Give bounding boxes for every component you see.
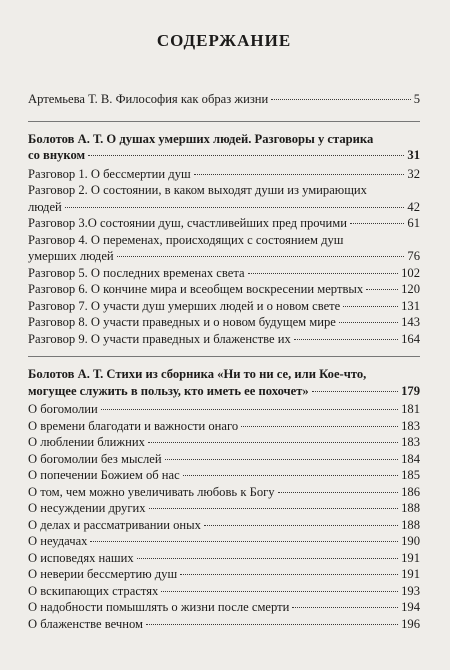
toc-entry — [28, 298, 420, 315]
section-2-list — [28, 401, 420, 632]
entry-title: О богомолии без мыслей — [28, 451, 162, 466]
dot-leader — [180, 574, 398, 575]
entry-page: 194 — [401, 600, 420, 614]
entry-page: 186 — [401, 484, 420, 499]
toc-entry — [28, 533, 420, 550]
section-header-page: 179 — [401, 383, 420, 398]
dot-leader — [248, 273, 399, 274]
entry-title: Разговор 1. О бессмертии душ — [28, 166, 191, 181]
section-header: Болотов А. Т. Стихи из сборника «Ни то ни се, или Кое-что, — [28, 367, 367, 381]
entry-title: О исповедях наших — [28, 550, 134, 565]
entry-title: Разговор 6. О кончине мира и всеобщем воскресении мертвых — [28, 282, 364, 296]
toc-entry-intro — [28, 91, 420, 108]
toc-entry — [28, 550, 420, 567]
entry-page: 181 — [401, 402, 420, 416]
section-header-cont: со внуком — [28, 148, 86, 162]
entry-title: Разговор 9. О участи праведных и блаженстве их — [28, 331, 291, 346]
entry-title: О попечении Божием об нас — [28, 468, 180, 482]
entry-page: 102 — [401, 265, 420, 280]
dot-leader — [241, 426, 398, 427]
entry-title: О несуждении других — [28, 501, 146, 515]
dot-leader — [343, 306, 398, 307]
dot-leader — [292, 607, 398, 608]
toc-entry — [28, 451, 420, 468]
entry-page: 184 — [401, 451, 420, 466]
toc-entry — [28, 484, 420, 501]
entry-page: 164 — [401, 331, 420, 346]
dot-leader — [146, 624, 398, 625]
dot-leader — [366, 289, 398, 290]
entry-title: О люблении ближних — [28, 435, 145, 449]
toc-entry — [28, 434, 420, 451]
dot-leader — [117, 256, 405, 257]
entry-title: О вскипающих страстях — [28, 583, 159, 598]
entry-title: людей — [28, 199, 62, 214]
dot-leader — [101, 409, 398, 410]
toc-entry — [28, 314, 420, 331]
dot-leader — [194, 174, 405, 175]
entry-page: 183 — [401, 418, 420, 433]
entry-page: 61 — [407, 216, 420, 230]
entry-title: Разговор 7. О участи душ умерших людей и о новом свете — [28, 298, 341, 313]
entry-title: О неудачах — [28, 534, 88, 548]
entry-title: О времени благодати и важности онаго — [28, 418, 239, 433]
dot-leader — [90, 541, 398, 542]
toc-entry — [28, 215, 420, 232]
entry-title: О блаженстве вечном — [28, 616, 144, 631]
entry-title: О том, чем можно увеличивать любовь к Богу — [28, 484, 275, 499]
toc-entry — [28, 232, 420, 265]
entry-page: 190 — [401, 534, 420, 548]
entry-page: 188 — [401, 517, 420, 532]
dot-leader — [183, 475, 398, 476]
entry-title: Разговор 3.О состоянии душ, счастливейших пред прочими — [28, 216, 348, 230]
section-1-list — [28, 166, 420, 348]
toc-entry — [28, 467, 420, 484]
entry-title: О неверии бессмертию душ — [28, 567, 178, 581]
toc-entry — [28, 500, 420, 517]
dot-leader — [149, 508, 399, 509]
entry-page: 131 — [401, 298, 420, 313]
entry-page: 191 — [401, 550, 420, 565]
entry-title: Разговор 5. О последних временах света — [28, 265, 245, 280]
entry-title: умерших людей — [28, 249, 114, 263]
entry-title: О надобности помышлять о жизни после смерти — [28, 600, 290, 614]
entry-title-line1: Разговор 4. О переменах, происходящих с состоянием душ — [28, 232, 344, 247]
entry-title: Артемьева Т. В. Философия как образ жизни — [28, 92, 269, 106]
entry-page: 76 — [407, 249, 420, 263]
dot-leader — [161, 591, 398, 592]
toc-entry — [28, 517, 420, 534]
entry-page: 183 — [401, 435, 420, 449]
dot-leader — [204, 525, 398, 526]
dot-leader — [312, 391, 398, 392]
dot-leader — [339, 322, 398, 323]
section-header-cont: могущее служить в пользу, кто иметь ее похочет» — [28, 383, 309, 398]
toc-entry — [28, 166, 420, 183]
entry-page: 143 — [401, 315, 420, 329]
entry-page: 42 — [407, 199, 420, 214]
toc-entry — [28, 401, 420, 418]
entry-title: О богомолии — [28, 402, 98, 416]
entry-title: Разговор 8. О участи праведных и о новом будущем мире — [28, 315, 336, 329]
entry-page: 32 — [407, 166, 420, 181]
entry-page: 193 — [401, 583, 420, 598]
toc-entry — [28, 418, 420, 435]
section-header: Болотов А. Т. О душах умерших людей. Разговоры у старика — [28, 131, 374, 146]
dot-leader — [88, 155, 404, 156]
dot-leader — [65, 207, 405, 208]
toc-entry — [28, 265, 420, 282]
entry-title: О делах и рассматривании оных — [28, 517, 201, 532]
section-header-page: 31 — [407, 148, 420, 162]
dot-leader — [271, 99, 410, 100]
entry-page: 120 — [401, 282, 420, 296]
entry-page: 188 — [401, 501, 420, 515]
dot-leader — [278, 492, 399, 493]
toc-entry — [28, 599, 420, 616]
dot-leader — [165, 459, 398, 460]
section-1 — [28, 131, 420, 348]
toc-entry — [28, 583, 420, 600]
page-title: СОДЕРЖАНИЕ — [156, 31, 292, 50]
entry-page: 191 — [401, 567, 420, 581]
entry-title-line1: Разговор 2. О состоянии, в каком выходят души из умирающих — [28, 183, 367, 197]
dot-leader — [350, 223, 404, 224]
toc-entry — [28, 182, 420, 215]
toc-entry — [28, 281, 420, 298]
entry-page: 185 — [401, 468, 420, 482]
dot-leader — [148, 442, 398, 443]
dot-leader — [137, 558, 398, 559]
entry-page: 5 — [413, 92, 420, 106]
section-2 — [28, 366, 420, 632]
entry-page: 196 — [401, 616, 420, 631]
toc-entry — [28, 566, 420, 583]
dot-leader — [294, 339, 398, 340]
toc-entry — [28, 331, 420, 348]
toc-entry — [28, 616, 420, 633]
